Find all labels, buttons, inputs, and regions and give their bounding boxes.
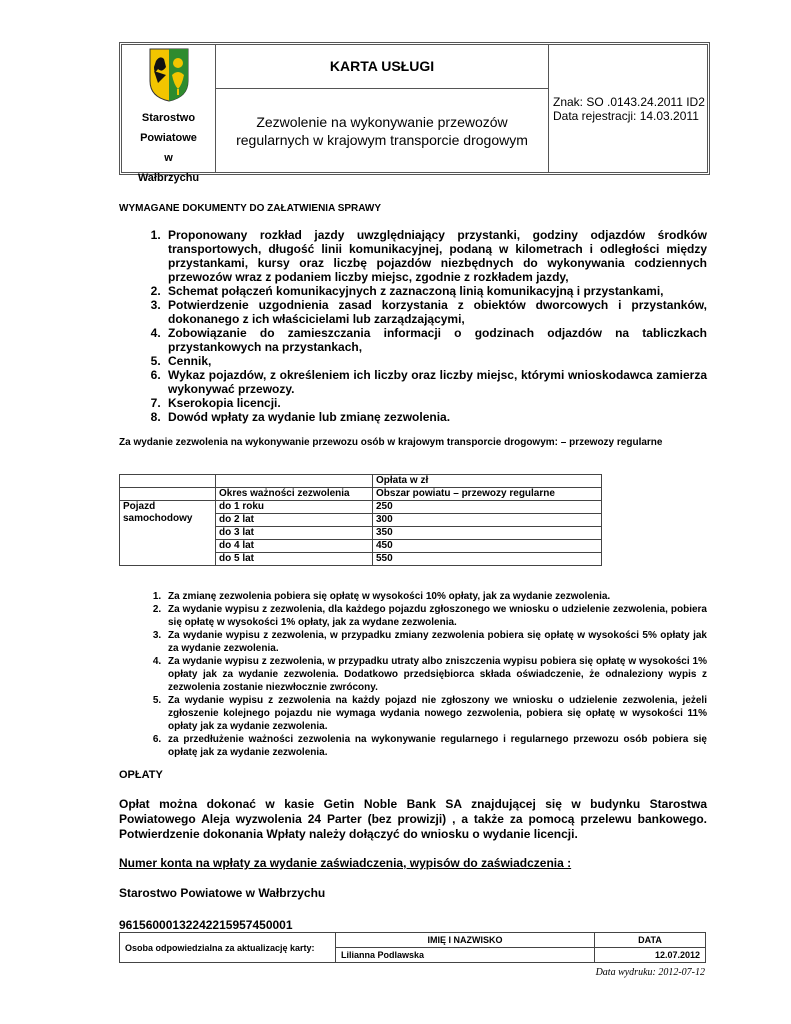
fee-cell: 350 [373,527,602,540]
period-cell: do 3 lat [216,527,373,540]
registration-date: Data rejestracji: 14.03.2011 [553,109,699,123]
required-docs-heading: WYMAGANE DOKUMENTY DO ZAŁATWIENIA SPRAWY [119,203,382,214]
vehicle-label: Pojazd samochodowy [120,501,216,566]
empty-cell [120,488,216,501]
name-header: IMIĘ I NAZWISKO [336,933,595,948]
office-line: Wałbrzychu [137,172,200,184]
fee-header: Opłata w zł [373,475,602,488]
service-line: regularnych w krajowym transporcie drogowym [236,131,528,148]
fee-intro: Za wydanie zezwolenia na wykonywanie przewozu osób w krajowym transporcie drogowym: – przewozy regularne [119,437,663,448]
fees-text: Opłat można dokonać w kasie Getin Noble Bank SA znajdującej się w budynku Starostwa Powiatowego Aleja wyzwolenia 24 Parter (bez prowizji) , a także za pomocą przelewu bankowego. Potwierdzenie dokonania Wpłaty należy dołączyć do wniosku o wydanie licencji. [119,797,707,841]
office-name [122,108,215,188]
empty-cell [120,475,216,488]
list-item: 5. Cennik, [164,354,707,368]
card-title: KARTA USŁUGI [216,45,548,89]
document-info [553,95,713,123]
area-header: Obszar powiatu – przewozy regularne [373,488,602,501]
list-item: 4. Za wydanie wypisu z zezwolenia, w przypadku utraty albo zniszczenia wypisu pobiera się opłatę w wysokości 1% opłaty jak za wydanie zezwolenia. Dodatkowo przedsiębiorca składa oświadczenie, że odnaleziony wypis z zezwolenia zostanie niezwłocznie zwrócony. [164,655,707,694]
fee-table [119,474,602,566]
office-line: Powiatowe [140,132,197,144]
header-table [119,42,710,184]
list-item: 4. Zobowiązanie do zamieszczania informacji o godzinach odjazdów na tabliczkach przystankowych na przystankach, [164,326,707,354]
list-item: 8. Dowód wpłaty za wydanie lub zmianę zezwolenia. [164,410,707,424]
empty-cell [216,475,373,488]
office-line: Starostwo [141,112,196,124]
list-item: 6. za przedłużenie ważności zezwolenia na wykonywanie regularnego i regularnego przewozu osób pobiera się opłatę jak za wydanie zezwolenia. [164,733,707,759]
fee-cell: 250 [373,501,602,514]
period-cell: do 1 roku [216,501,373,514]
list-item: 7. Kserokopia licencji. [164,396,707,410]
notes-list [119,590,707,759]
responsible-label: Osoba odpowiedzialna za aktualizację karty: [120,933,336,963]
document-sign: Znak: SO .0143.24.2011 ID2 [553,95,705,109]
account-heading: Numer konta na wpłaty za wydanie zaświadczenia, wypisów do zaświadczenia : [119,856,572,870]
list-item: 2. Za wydanie wypisu z zezwolenia, dla każdego pojazdu zgłoszonego we wniosku o udzielenie zezwolenia, pobiera się opłatę w wysokości 1% opłaty, jak za wydane zezwolenia. [164,603,707,629]
list-item: 3. Za wydanie wypisu z zezwolenia, w przypadku zmiany zezwolenia pobiera się opłatę w wysokości 5% opłaty jak za wydanie zezwolenia. [164,629,707,655]
list-item: 2. Schemat połączeń komunikacyjnych z zaznaczoną linią komunikacyjną i przystankami, [164,284,707,298]
service-name [216,89,548,172]
update-date: 12.07.2012 [595,948,706,963]
list-item: 1. Za zmianę zezwolenia pobiera się opłatę w wysokości 10% opłaty, jak za wydanie zezwolenia. [164,590,707,603]
fee-cell: 450 [373,540,602,553]
table-row [120,501,602,514]
fee-cell: 300 [373,514,602,527]
list-item: 5. Za wydanie wypisu z zezwolenia na każdy pojazd nie zgłoszony we wniosku o udzielenie zezwolenia, jeżeli zgłoszenie kolejnego pojazdu nie wymaga wydania nowego zezwolenia, pobiera się opłatę w wysokości 11% opłaty jak za wydanie zezwolenia. [164,694,707,733]
period-cell: do 4 lat [216,540,373,553]
service-line: Zezwolenie na wykonywanie przewozów [256,113,508,130]
title-cell [216,45,549,172]
period-cell: do 5 lat [216,553,373,566]
period-header: Okres ważności zezwolenia [216,488,373,501]
office-cell [122,45,216,184]
required-docs-list [119,228,707,424]
list-item: 3. Potwierdzenie uzgodnienia zasad korzystania z obiektów dworcowych i przystanków, dokonanego z ich właścicielami lub zarządzającymi, [164,298,707,326]
date-header: DATA [595,933,706,948]
list-item: 1. Proponowany rozkład jazdy uwzględniający przystanki, godziny odjazdów środków transportowych, długość linii komunikacyjnej, podaną w kilometrach i odległości między przystankami, kursy oraz liczbę pojazdów niezbędnych do wykonywania codziennych przewozów wraz z podaniem liczby miejsc, zgodnie z rozkładem jazdy, [164,228,707,284]
responsible-name: Lilianna Podlawska [336,948,595,963]
coat-of-arms-icon [148,47,190,103]
fees-heading: OPŁATY [119,769,163,781]
print-date: Data wydruku: 2012-07-12 [595,967,705,978]
account-holder: Starostwo Powiatowe w Wałbrzychu [119,886,326,900]
footer-table [119,932,706,963]
office-line: w [164,152,173,164]
fee-cell: 550 [373,553,602,566]
period-cell: do 2 lat [216,514,373,527]
account-number: 96156000132242215957450001 [119,918,293,932]
list-item: 6. Wykaz pojazdów, z określeniem ich liczby oraz liczby miejsc, którymi wnioskodawca zamierza wykonywać przewozy. [164,368,707,396]
